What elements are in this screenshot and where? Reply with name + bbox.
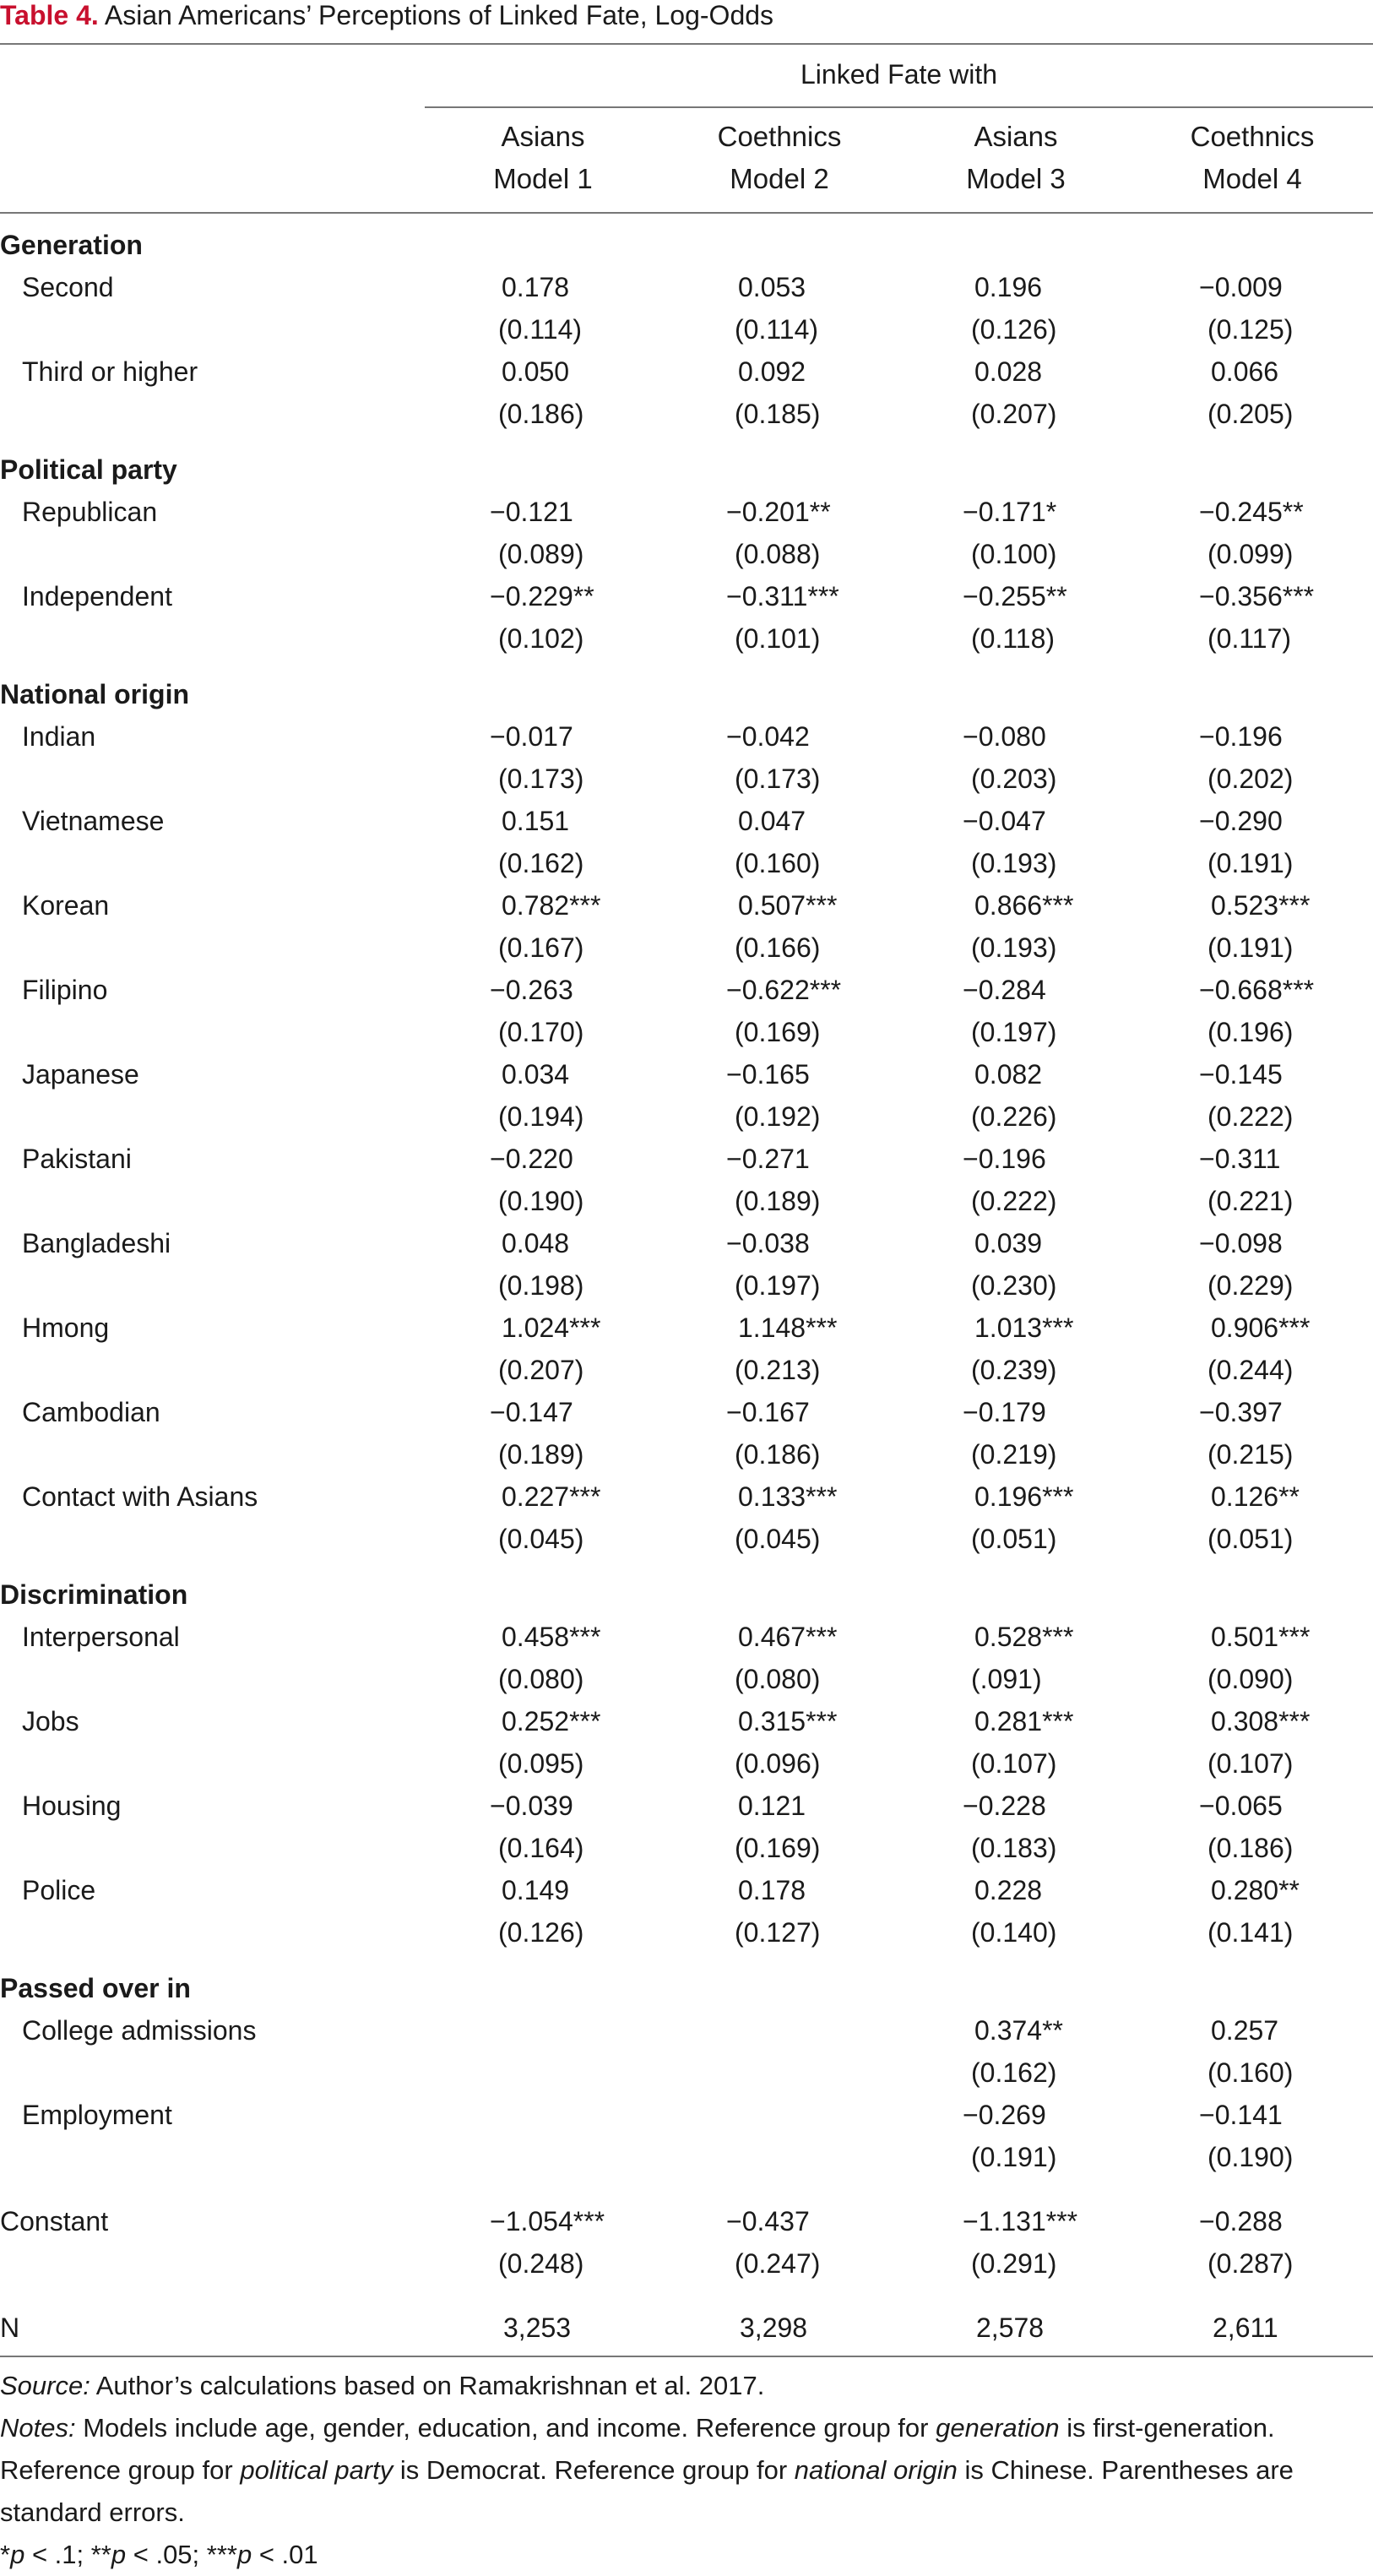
group-heading: Passed over in: [0, 1973, 191, 2003]
coefficient-cell: −0.220: [490, 1144, 573, 1174]
std-error-cell: (0.169): [735, 1017, 821, 1047]
row-label: Filipino: [22, 975, 108, 1005]
coefficient-cell: 0.227***: [502, 1481, 601, 1512]
coefficient-cell: 0.053: [738, 272, 806, 302]
sig-text: < .1; **: [24, 2540, 111, 2569]
std-error-cell: (0.193): [971, 932, 1057, 963]
coefficient-cell: −0.196: [963, 1144, 1046, 1174]
coefficient-cell: 0.149: [502, 1875, 570, 1905]
std-error-cell: (0.140): [971, 1917, 1057, 1948]
std-error-cell: (0.194): [498, 1101, 584, 1132]
std-error-cell: (0.287): [1207, 2248, 1294, 2279]
coefficient-cell: −0.167: [726, 1397, 810, 1427]
row-label: Independent: [22, 581, 172, 611]
coefficient-cell: 0.866***: [974, 890, 1074, 921]
coefficient-cell: 0.523***: [1211, 890, 1311, 921]
coefficient-cell: 0.039: [974, 1228, 1043, 1258]
std-error-cell: (0.198): [498, 1270, 584, 1301]
coefficient-cell: 0.528***: [974, 1622, 1074, 1652]
coefficient-cell: 0.047: [738, 806, 806, 836]
std-error-cell: (0.239): [971, 1355, 1057, 1385]
coefficient-cell: −0.098: [1199, 1228, 1283, 1258]
std-error-cell: (0.186): [498, 399, 584, 429]
row-label: Hmong: [22, 1312, 110, 1343]
notes-paragraph: [0, 2407, 1373, 2534]
row-label: Housing: [22, 1791, 122, 1821]
column-header-2-1: Coethnics: [717, 121, 842, 152]
std-error-cell: (0.191): [1207, 848, 1294, 878]
coefficient-cell: 0.126**: [1211, 1481, 1300, 1512]
coefficient-cell: −0.065: [1199, 1791, 1283, 1821]
std-error-cell: (0.189): [735, 1186, 821, 1216]
coefficient-cell: 0.066: [1211, 356, 1279, 387]
coefficient-cell: 0.257: [1211, 2015, 1279, 2046]
coefficient-cell: −0.080: [963, 721, 1046, 752]
coefficient-cell: 0.151: [502, 806, 570, 836]
std-error-cell: (0.189): [498, 1439, 584, 1470]
coefficient-cell: 0.082: [974, 1059, 1043, 1090]
coefficient-cell: −0.145: [1199, 1059, 1283, 1090]
coefficient-cell: 0.315***: [738, 1706, 838, 1736]
std-error-cell: (0.095): [498, 1748, 584, 1779]
group-heading: Generation: [0, 230, 143, 260]
table-number: Table 4.: [0, 0, 99, 30]
std-error-cell: (0.203): [971, 764, 1057, 794]
std-error-cell: (0.169): [735, 1833, 821, 1863]
coefficient-cell: 0.374**: [974, 2015, 1063, 2046]
sig-p: p: [236, 2540, 252, 2569]
header-rule: [0, 212, 1373, 214]
column-header-1-1: Asians: [501, 121, 585, 152]
std-error-cell: (0.080): [735, 1664, 821, 1694]
coefficient-cell: −0.284: [963, 975, 1046, 1005]
std-error-cell: (0.197): [971, 1017, 1057, 1047]
coefficient-cell: −0.047: [963, 806, 1046, 836]
coefficient-cell: −0.179: [963, 1397, 1046, 1427]
row-label: Jobs: [22, 1706, 79, 1736]
coefficient-cell: 0.133***: [738, 1481, 838, 1512]
std-error-cell: (0.193): [971, 848, 1057, 878]
coefficient-cell: −1.131***: [963, 2206, 1078, 2236]
coefficient-cell: 0.280**: [1211, 1875, 1300, 1905]
std-error-cell: (0.244): [1207, 1355, 1294, 1385]
std-error-cell: (0.222): [1207, 1101, 1294, 1132]
notes-italic: generation: [936, 2413, 1060, 2443]
row-label: Vietnamese: [22, 806, 165, 836]
coefficient-cell: 0.048: [502, 1228, 570, 1258]
coefficient-cell: 0.228: [974, 1875, 1043, 1905]
coefficient-cell: 0.196: [974, 272, 1043, 302]
std-error-cell: (0.222): [971, 1186, 1057, 1216]
coefficient-cell: −0.269: [963, 2100, 1046, 2130]
coefficient-cell: −0.039: [490, 1791, 573, 1821]
coefficient-cell: −0.245**: [1199, 497, 1304, 527]
coefficient-cell: −0.147: [490, 1397, 573, 1427]
coefficient-cell: 2,578: [976, 2312, 1045, 2343]
coefficient-cell: 0.782***: [502, 890, 601, 921]
std-error-cell: (0.114): [498, 314, 583, 345]
row-label: Second: [22, 272, 114, 302]
std-error-cell: (0.051): [971, 1524, 1057, 1554]
coefficient-cell: −0.042: [726, 721, 810, 752]
coefficient-cell: 0.308***: [1211, 1706, 1311, 1736]
coefficient-cell: −0.271: [726, 1144, 810, 1174]
sig-p: p: [10, 2540, 25, 2569]
coefficient-cell: 0.458***: [502, 1622, 601, 1652]
std-error-cell: (0.045): [498, 1524, 584, 1554]
std-error-cell: (0.183): [971, 1833, 1057, 1863]
coefficient-cell: −0.038: [726, 1228, 810, 1258]
notes-label: Notes:: [0, 2413, 76, 2443]
column-spanner: Linked Fate with: [800, 59, 997, 90]
std-error-cell: (0.100): [971, 539, 1057, 569]
std-error-cell: (0.166): [735, 932, 821, 963]
row-label: Police: [22, 1875, 96, 1905]
row-label: Cambodian: [22, 1397, 160, 1427]
coefficient-cell: −0.437: [726, 2206, 810, 2236]
coefficient-cell: −0.228: [963, 1791, 1046, 1821]
coefficient-cell: −0.141: [1199, 2100, 1283, 2130]
std-error-cell: (0.229): [1207, 1270, 1294, 1301]
column-header-3-2: Model 3: [966, 163, 1066, 194]
std-error-cell: (0.160): [1207, 2057, 1294, 2088]
std-error-cell: (0.230): [971, 1270, 1057, 1301]
std-error-cell: (0.099): [1207, 539, 1294, 569]
group-heading: National origin: [0, 679, 189, 709]
spanner-rule: [425, 106, 1373, 108]
sig-text: *: [0, 2540, 11, 2569]
coefficient-cell: 0.178: [738, 1875, 806, 1905]
source-text: Author’s calculations based on Ramakrishnan et al. 2017.: [90, 2371, 765, 2400]
row-label: College admissions: [22, 2015, 257, 2046]
std-error-cell: (0.205): [1207, 399, 1294, 429]
row-label: Pakistani: [22, 1144, 132, 1174]
sig-text: < .01: [252, 2540, 318, 2569]
coefficient-cell: 0.507***: [738, 890, 838, 921]
coefficient-cell: −0.397: [1199, 1397, 1283, 1427]
coefficient-cell: −0.009: [1199, 272, 1283, 302]
notes-text: Models include age, gender, education, and income. Reference group for: [75, 2413, 936, 2443]
std-error-cell: (0.160): [735, 848, 821, 878]
std-error-cell: (0.102): [498, 623, 584, 654]
coefficient-cell: 0.178: [502, 272, 570, 302]
coefficient-cell: −0.311: [1199, 1144, 1281, 1174]
notes-text: is Democrat. Reference group for: [393, 2455, 795, 2485]
coefficient-cell: −0.356***: [1199, 581, 1315, 611]
std-error-cell: (0.247): [735, 2248, 821, 2279]
coefficient-cell: 0.281***: [974, 1706, 1074, 1736]
std-error-cell: (0.080): [498, 1664, 584, 1694]
coefficient-cell: −1.054***: [490, 2206, 605, 2236]
group-heading: Political party: [0, 454, 177, 485]
std-error-cell: (0.190): [1207, 2142, 1294, 2172]
coefficient-cell: 1.013***: [974, 1312, 1074, 1343]
coefficient-cell: −0.196: [1199, 721, 1283, 752]
std-error-cell: (0.118): [971, 623, 1056, 654]
coefficient-cell: 0.121: [738, 1791, 806, 1821]
column-header-4-1: Coethnics: [1190, 121, 1315, 152]
std-error-cell: (0.090): [1207, 1664, 1294, 1694]
coefficient-cell: −0.255**: [963, 581, 1067, 611]
table-title-text: Asian Americans’ Perceptions of Linked Fate, Log-Odds: [104, 0, 774, 30]
row-label: Interpersonal: [22, 1622, 180, 1652]
row-label: Third or higher: [22, 356, 198, 387]
std-error-cell: (0.215): [1207, 1439, 1294, 1470]
std-error-cell: (0.196): [1207, 1017, 1294, 1047]
notes-text: is Chinese. Parentheses are standard errors.: [0, 2455, 1294, 2527]
coefficient-cell: 0.028: [974, 356, 1043, 387]
coefficient-cell: −0.165: [726, 1059, 810, 1090]
std-error-cell: (0.101): [735, 623, 821, 654]
coefficient-cell: 0.196***: [974, 1481, 1074, 1512]
std-error-cell: (0.190): [498, 1186, 584, 1216]
row-label: Japanese: [22, 1059, 139, 1090]
coefficient-cell: −0.263: [490, 975, 573, 1005]
coefficient-cell: 0.092: [738, 356, 806, 387]
std-error-cell: (0.185): [735, 399, 821, 429]
table-notes: [0, 2365, 1373, 2576]
coefficient-cell: 1.148***: [738, 1312, 838, 1343]
std-error-cell: (0.117): [1207, 623, 1292, 654]
coefficient-cell: 0.252***: [502, 1706, 601, 1736]
significance-note: [0, 2534, 1373, 2576]
std-error-cell: (0.173): [498, 764, 584, 794]
table-title: [0, 0, 773, 32]
coefficient-cell: −0.311***: [726, 581, 839, 611]
row-label: Contact with Asians: [22, 1481, 258, 1512]
std-error-cell: (0.186): [735, 1439, 821, 1470]
bottom-rule: [0, 2356, 1373, 2357]
std-error-cell: (0.192): [735, 1101, 821, 1132]
std-error-cell: (0.126): [971, 314, 1057, 345]
std-error-cell: (0.126): [498, 1917, 584, 1948]
source-label: Source:: [0, 2371, 90, 2400]
std-error-cell: (0.096): [735, 1748, 821, 1779]
std-error-cell: (0.221): [1207, 1186, 1294, 1216]
coefficient-cell: −0.290: [1199, 806, 1283, 836]
coefficient-cell: 0.050: [502, 356, 570, 387]
std-error-cell: (0.164): [498, 1833, 584, 1863]
std-error-cell: (0.107): [1207, 1748, 1294, 1779]
coefficient-cell: −0.668***: [1199, 975, 1315, 1005]
column-header-2-2: Model 2: [730, 163, 829, 194]
std-error-cell: (0.207): [971, 399, 1057, 429]
std-error-cell: (0.170): [498, 1017, 584, 1047]
coefficient-cell: 3,298: [740, 2312, 808, 2343]
std-error-cell: (0.191): [1207, 932, 1294, 963]
group-heading: Discrimination: [0, 1579, 188, 1610]
std-error-cell: (0.114): [735, 314, 819, 345]
std-error-cell: (0.088): [735, 539, 821, 569]
std-error-cell: (0.197): [735, 1270, 821, 1301]
coefficient-cell: 0.906***: [1211, 1312, 1311, 1343]
row-label: Constant: [0, 2206, 109, 2236]
notes-italic: national origin: [794, 2455, 958, 2485]
std-error-cell: (0.107): [971, 1748, 1057, 1779]
std-error-cell: (0.186): [1207, 1833, 1294, 1863]
row-label: Republican: [22, 497, 158, 527]
std-error-cell: (.091): [971, 1664, 1042, 1694]
row-label: Employment: [22, 2100, 172, 2130]
coefficient-cell: 3,253: [503, 2312, 572, 2343]
std-error-cell: (0.291): [971, 2248, 1057, 2279]
std-error-cell: (0.219): [971, 1439, 1057, 1470]
notes-text: is first-generation. Reference group for: [0, 2413, 1275, 2485]
row-label: Indian: [22, 721, 96, 752]
sig-p: p: [111, 2540, 127, 2569]
coefficient-cell: −0.229**: [490, 581, 594, 611]
std-error-cell: (0.089): [498, 539, 584, 569]
std-error-cell: (0.207): [498, 1355, 584, 1385]
coefficient-cell: −0.121: [490, 497, 573, 527]
std-error-cell: (0.127): [735, 1917, 821, 1948]
std-error-cell: (0.213): [735, 1355, 821, 1385]
coefficient-cell: −0.171*: [963, 497, 1057, 527]
row-label: Bangladeshi: [22, 1228, 171, 1258]
coefficient-cell: 0.501***: [1211, 1622, 1311, 1652]
coefficient-cell: −0.017: [490, 721, 573, 752]
std-error-cell: (0.045): [735, 1524, 821, 1554]
std-error-cell: (0.167): [498, 932, 584, 963]
column-header-4-2: Model 4: [1202, 163, 1302, 194]
row-label: Korean: [22, 890, 110, 921]
notes-italic: political party: [240, 2455, 393, 2485]
std-error-cell: (0.162): [971, 2057, 1057, 2088]
std-error-cell: (0.162): [498, 848, 584, 878]
coefficient-cell: 2,611: [1213, 2312, 1278, 2343]
coefficient-cell: −0.288: [1199, 2206, 1283, 2236]
std-error-cell: (0.226): [971, 1101, 1057, 1132]
std-error-cell: (0.173): [735, 764, 821, 794]
coefficient-cell: 1.024***: [502, 1312, 601, 1343]
sig-text: < .05; ***: [126, 2540, 237, 2569]
source-note: [0, 2365, 1373, 2407]
top-rule: [0, 43, 1373, 45]
column-header-3-1: Asians: [974, 121, 1058, 152]
std-error-cell: (0.141): [1207, 1917, 1294, 1948]
row-label: N: [0, 2312, 20, 2343]
std-error-cell: (0.125): [1207, 314, 1294, 345]
std-error-cell: (0.051): [1207, 1524, 1294, 1554]
column-header-1-2: Model 1: [493, 163, 593, 194]
std-error-cell: (0.191): [971, 2142, 1057, 2172]
std-error-cell: (0.202): [1207, 764, 1294, 794]
std-error-cell: (0.248): [498, 2248, 584, 2279]
coefficient-cell: −0.622***: [726, 975, 842, 1005]
coefficient-cell: 0.034: [502, 1059, 570, 1090]
coefficient-cell: 0.467***: [738, 1622, 838, 1652]
coefficient-cell: −0.201**: [726, 497, 831, 527]
